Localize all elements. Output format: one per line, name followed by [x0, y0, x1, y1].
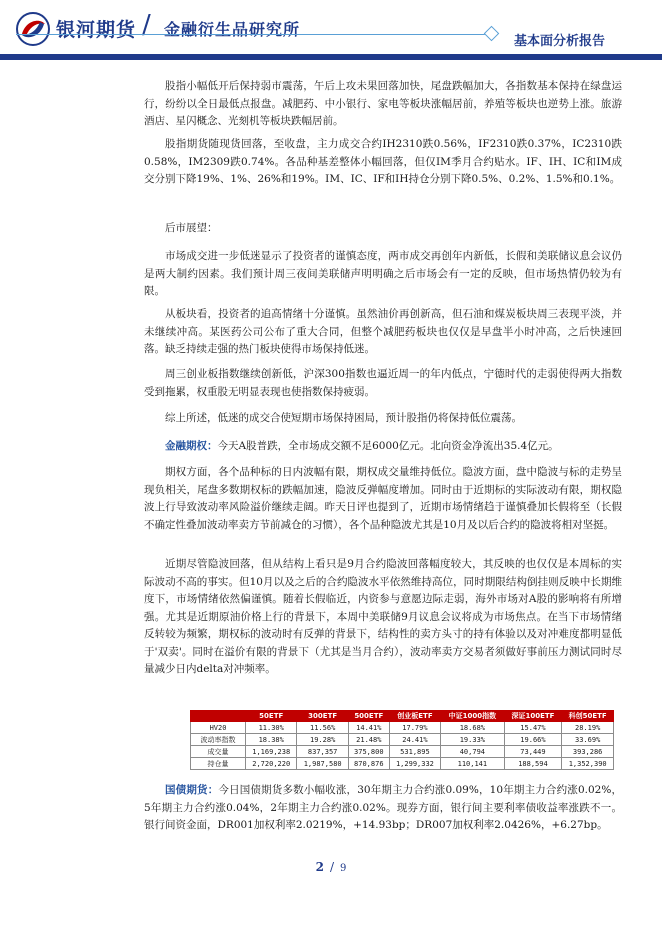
- table-cell: 33.69%: [562, 734, 614, 746]
- paragraph-options-structure: 近期尽管隐波回落，但从结构上看只是9月合约隐波回落幅度较大，其反映的也仅仅是本周标的实际波动不高的事实。但10月以及之后的合约隐波水平依然维持高位，同时期限结构倒挂则反映中长期维度下，市场情绪依然偏谨慎。随着长假临近，内资参与意愿边际走弱，海外市场对A股的影响将有所增强。尤其是近期原油价格上行的背景下，本周中美联储9月议息会议将成为市场焦点。在当下市场情绪反转较为频繁，期权标的波动时有反弹的背景下，结构性的卖方头寸的持有体验以及对冲难度都明显低于'双卖'。同时在溢价有限的背景下（尤其是当月合约），波动率卖方交易者须做好事前压力测试同时尽量减少日内delta对冲频率。: [144, 558, 622, 675]
- report-type-label: 基本面分析报告: [514, 34, 606, 49]
- table-header-cell: 创业板ETF: [389, 711, 440, 722]
- page-header: [0, 0, 662, 62]
- table-cell: 188,594: [504, 758, 562, 770]
- table-cell: 17.79%: [389, 722, 440, 734]
- table-header-cell: 50ETF: [246, 711, 297, 722]
- table-row: [191, 722, 614, 734]
- table-cell: 11.56%: [297, 722, 348, 734]
- header-bar: [0, 54, 662, 60]
- galaxy-logo-icon: [16, 12, 50, 46]
- table-cell: 393,286: [562, 746, 614, 758]
- table-cell: 1,169,238: [246, 746, 297, 758]
- table-header-cell: 500ETF: [348, 711, 389, 722]
- table-cell: 11.30%: [246, 722, 297, 734]
- paragraph-outlook-heading: 后市展望：: [165, 222, 218, 234]
- table-row: [191, 746, 614, 758]
- header-diamond-icon: [484, 26, 500, 42]
- row-label: HV20: [191, 722, 246, 734]
- options-volatility-table: [190, 710, 614, 770]
- table-row: [191, 734, 614, 746]
- paragraph-sectors: 从板块看，投资者的追高情绪十分谨慎。虽然油价再创新高，但石油和煤炭板块周三表现平淡，并未继续冲高。某医药公司公布了重大合同，但整个减肥药板块也仅仅是早盘半小时冲高，之后快速回落。缺乏持续走强的热门板块使得市场保持低迷。: [144, 308, 622, 355]
- row-label: 成交量: [191, 746, 246, 758]
- table-cell: 837,357: [297, 746, 348, 758]
- table-cell: 18.68%: [441, 722, 504, 734]
- table-cell: 870,876: [348, 758, 389, 770]
- table-cell: 15.47%: [504, 722, 562, 734]
- page-separator: /: [329, 860, 335, 874]
- table-header-cell: 中证1000指数: [441, 711, 504, 722]
- paragraph-futures: 股指期货随现货回落，至收盘，主力成交合约IH2310跌0.56%，IF2310跌0.37%，IC2310跌0.58%，IM2309跌0.74%。各品种基差整体小幅回落，但仅IM季月合约贴水。IF、IH、IC和IM成交分别下降19%、1%、26%和19%。IM、IC、IF和IH持仓分别下降0.5%、0.2%、1.5%和0.1%。: [144, 138, 622, 185]
- table-cell: 375,800: [348, 746, 389, 758]
- table-cell: 28.19%: [562, 722, 614, 734]
- table-cell: 1,987,580: [297, 758, 348, 770]
- table-cell: 531,895: [389, 746, 440, 758]
- table-cell: 1,352,390: [562, 758, 614, 770]
- paragraph-chinext: 周三创业板指数继续创新低，沪深300指数也逼近周一的年内低点，宁德时代的走弱使得两大指数受到拖累，权重股无明显表现也使指数保持疲弱。: [144, 368, 622, 398]
- current-page: 2: [315, 860, 324, 874]
- table-cell: 19.33%: [441, 734, 504, 746]
- table-row: [191, 758, 614, 770]
- table-cell: 24.41%: [389, 734, 440, 746]
- paragraph-bond-futures: 国债期货：今日国债期货多数小幅收涨，30年期主力合约涨0.09%，10年期主力合约涨0.02%，5年期主力合约涨0.04%，2年期主力合约涨0.02%。现券方面，银行间主要利率债收益率涨跌不一。银行间资金面，DR001加权利率2.0219%，+14.93bp；DR007加权利率2.0426%，+6.27bp。: [144, 784, 622, 831]
- institute-name: 金融衍生品研究所: [164, 20, 301, 39]
- table-cell: 110,141: [441, 758, 504, 770]
- paragraph-conclusion: 综上所述，低迷的成交合使短期市场保持困局，预计股指仍将保持低位震荡。: [165, 412, 522, 424]
- table-header-cell: 300ETF: [297, 711, 348, 722]
- paragraph-options-vol: 期权方面，各个品种标的日内波幅有限，期权成交量维持低位。隐波方面，盘中隐波与标的走势呈现负相关，尾盘多数期权标的跌幅加速，隐波反弹幅度增加。同时由于近期标的实际波动有限，期权隐波上行导致波动率风险溢价继续走阔。昨天日评也提到了，近期市场情绪趋于谨慎叠加长假将至（长假不确定性叠加波动率卖方节前减仓的习惯），各个品种隐波尤其是10月及以后合约的隐波将相对坚挺。: [144, 466, 622, 531]
- table-cell: 18.38%: [246, 734, 297, 746]
- table-cell: 14.41%: [348, 722, 389, 734]
- table-header-row: [191, 711, 614, 722]
- table-header-cell: [191, 711, 246, 722]
- page-number: [0, 860, 662, 874]
- table-cell: 40,794: [441, 746, 504, 758]
- header-rule: [16, 34, 488, 35]
- paragraph-options-intro: 金融期权：今天A股普跌，全市场成交额不足6000亿元。北向资金净流出35.4亿元。: [165, 440, 559, 452]
- total-pages: 9: [340, 863, 347, 874]
- header-divider: /: [142, 10, 151, 40]
- table-cell: 19.28%: [297, 734, 348, 746]
- row-label: 持仓量: [191, 758, 246, 770]
- table-cell: 21.48%: [348, 734, 389, 746]
- table-cell: 1,299,332: [389, 758, 440, 770]
- table-cell: 19.66%: [504, 734, 562, 746]
- row-label: 波动率指数: [191, 734, 246, 746]
- table-header-cell: 科创50ETF: [562, 711, 614, 722]
- paragraph-index-overview: 股指小幅低开后保持弱市震荡，午后上攻未果回落加快，尾盘跌幅加大，各指数基本保持在绿盘运行，纷纷以全日最低点报盘。减肥药、中小银行、家电等板块涨幅居前，养殖等板块也逆势上涨。旅游酒店、星闪概念、光刻机等板块跌幅居前。: [144, 80, 622, 127]
- table-header-cell: 深证100ETF: [504, 711, 562, 722]
- table-cell: 73,449: [504, 746, 562, 758]
- table-cell: 2,720,220: [246, 758, 297, 770]
- paragraph-outlook: 市场成交进一步低迷显示了投资者的谨慎态度，两市成交再创年内新低，长假和美联储议息会议仍是两大制约因素。我们预计周三夜间美联储声明明确之后市场会有一定的反映，但市场热情仍较为有限。: [144, 250, 622, 297]
- brand-name: 银河期货: [56, 19, 137, 41]
